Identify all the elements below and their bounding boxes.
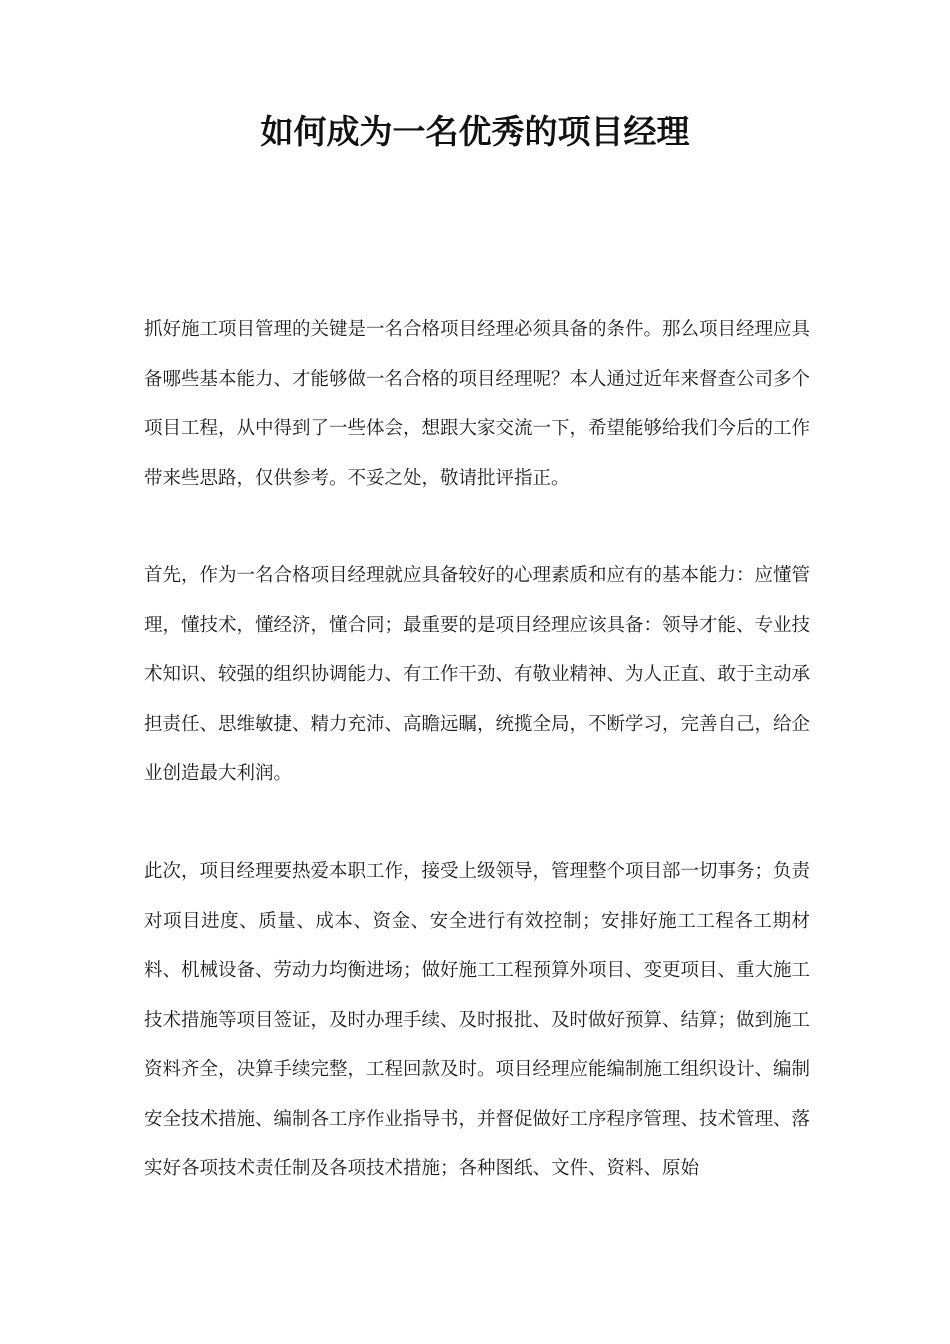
page-title: 如何成为一名优秀的项目经理 <box>260 112 690 151</box>
paragraph-second: 此次，项目经理要热爱本职工作，接受上级领导，管理整个项目部一切事务；负责对项目进度、质量、成本、资金、安全进行有效控制；安排好施工工程各工期材料、机械设备、劳动力均衡进场；做好施工工程预算外项目、变更项目、重大施工技术措施等项目签证，及时办理手续、及时报批、及时做好预算、结算；做到施工资料齐全，决算手续完整，工程回款及时。项目经理应能编制施工组织设计、编制安全技术措施、编制各工序作业指导书，并督促做好工序程序管理、技术管理、落实好各项技术责任制及各项技术措施；各种图纸、文件、资料、原始 <box>144 861 811 1179</box>
paragraph-first: 首先，作为一名合格项目经理就应具备较好的心理素质和应有的基本能力：应懂管理，懂技术，懂经济，懂合同；最重要的是项目经理应该具备：领导才能、专业技术知识、较强的组织协调能力、有工作干劲、有敬业精神、为人正直、敢于主动承担责任、思维敏捷、精力充沛、高瞻远瞩，统揽全局，不断学习，完善自己，给企业创造最大利润。 <box>144 565 811 784</box>
paragraph-intro: 抓好施工项目管理的关键是一名合格项目经理必须具备的条件。那么项目经理应具备哪些基本能力、才能够做一名合格的项目经理呢？本人通过近年来督查公司多个项目工程，从中得到了一些体会，想跟大家交流一下，希望能够给我们今后的工作带来些思路，仅供参考。不妥之处，敬请批评指正。 <box>144 319 811 489</box>
